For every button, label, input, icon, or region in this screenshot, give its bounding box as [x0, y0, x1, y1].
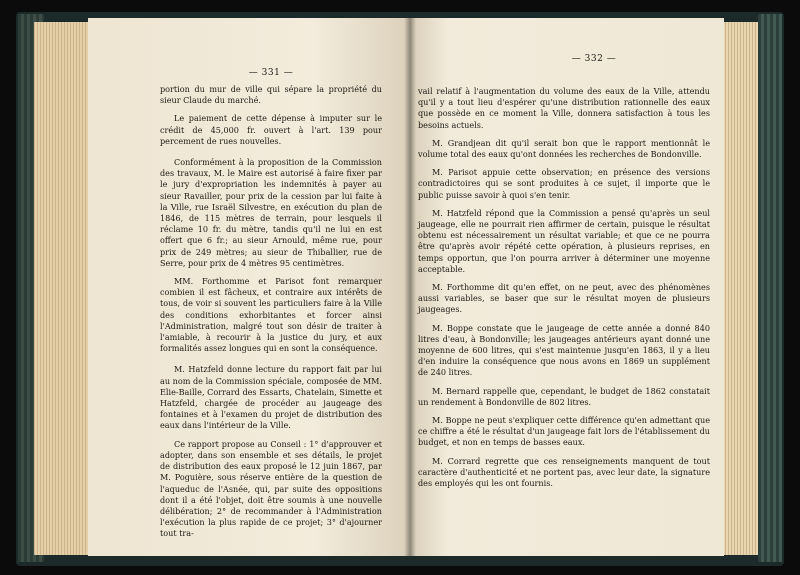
right-cover-edge: [758, 14, 782, 562]
paragraph: M. Boppe ne peut s'expliquer cette différence qu'en admettant que ce chiffre a été le résultat d'un jaugeage fait lors de l'établissement du budget, et non en temps de basses eaux.: [418, 415, 710, 448]
paragraph: M. Boppe constate que le jaugeage de cette année a donné 840 litres d'eau, à Bondonville; les jaugeages antérieurs ayant donné une moyenne de 600 litres, qui s'est maintenue jusqu'en 1863, il y a lieu d'en induire la conséquence que nous avons en 1869 un supplément de 240 litres.: [418, 322, 710, 378]
page-number-left: — 331 —: [248, 68, 294, 78]
right-page-stack: [722, 22, 758, 555]
book-gutter: [404, 18, 416, 556]
left-page-stack: [34, 22, 94, 555]
paragraph: Ce rapport propose au Conseil : 1° d'approuver et adopter, dans son ensemble et ses détails, le projet de distribution des eaux proposé le 12 juin 1867, par M. Poguière, sous réserve entière de la question de l'aqueduc de l'Asnée, qui, par suite des oppositions dont il a été l'objet, doit être soumis à une nouvelle délibération; 2° de recommander à l'Administration l'exécution la plus rapide de ce projet; 3° d'ajourner tout tra-: [160, 438, 382, 539]
paragraph: M. Forthomme dit qu'en effet, on ne peut, avec des phénomènes aussi variables, se baser que sur le résultat moyen de plusieurs jaugeages.: [418, 282, 710, 315]
paragraph: M. Hatzfeld donne lecture du rapport fait par lui au nom de la Commission spéciale, composée de MM. Elie-Baille, Corrard des Essarts, Chatelain, Simette et Hatzfeld, chargée de procéder au jaugeage des fontaines et à l'examen du projet de distribution des eaux dans l'intérieur de la Ville.: [160, 364, 382, 431]
paragraph: vail relatif à l'augmentation du volume des eaux de la Ville, attendu qu'il y a tout lieu d'espérer qu'une distribution rationnelle des eaux que possède en ce moment la Ville, donnera satisfaction à tous les besoins actuels.: [418, 86, 710, 130]
paragraph: MM. Forthomme et Parisot font remarquer combien il est fâcheux, et contraire aux intérêts de tous, de voir si souvent les particuliers faire à la Ville des conditions exhorbitantes et forcer ainsi l'Administration, malgré tout son désir de traiter à l'amiable, à recourir à la justice du jury, et aux formalités assez longues qui en sont la conséquence.: [160, 276, 382, 354]
paragraph: M. Grandjean dit qu'il serait bon que le rapport mentionnât le volume total des eaux qu'ont données les recherches de Bondonville.: [418, 137, 710, 160]
paragraph: portion du mur de ville qui sépare la propriété du sieur Claude du marché.: [160, 84, 382, 106]
paragraph: Conformément à la proposition de la Commission des travaux, M. le Maire est autorisé à faire fixer par le jury d'expropriation les indemnités à payer au sieur Ravailler, pour prix de la cession par lui faite à la Ville, rue Israël Silvestre, en exécution du plan de 1846, de 115 mètres de terrain, pour lesquels il réclame 10 fr. du mètre, tandis qu'il ne lui en est offert que 6 fr.; au sieur Arnould, même rue, pour prix de 249 mètres; au sieur de Thiballier, rue de Serre, pour prix de 4 mètres 95 centimètres.: [160, 157, 382, 268]
right-page: [410, 18, 724, 556]
paragraph: Le paiement de cette dépense à imputer sur le crédit de 45,000 fr. ouvert à l'art. 139 pour percement de rues nouvelles.: [160, 113, 382, 146]
paragraph: M. Bernard rappelle que, cependant, le budget de 1862 constatait un rendement à Bondonville de 802 litres.: [418, 385, 710, 407]
paragraph: M. Parisot appuie cette observation; en présence des versions contradictoires qui se sont produites à ce sujet, il importe que le public puisse savoir à quoi s'en tenir.: [418, 167, 710, 200]
paragraph: M. Hatzfeld répond que la Commission a pensé qu'après un seul jaugeage, elle ne pourrait rien affirmer de certain, puisque le résultat obtenu est nécessairement un résultat variable; et que ce ne pourra être qu'après avoir répété cette opération, à plusieurs reprises, en temps opportun, que l'on pourra arriver à déterminer une moyenne acceptable.: [418, 207, 710, 274]
paragraph: M. Corrard regrette que ces renseignements manquent de tout caractère d'authenticité et ne portent pas, avec leur date, la signature des employés qui les ont fournis.: [418, 455, 710, 489]
page-number-right: — 332 —: [571, 54, 617, 64]
left-page: [88, 18, 410, 556]
